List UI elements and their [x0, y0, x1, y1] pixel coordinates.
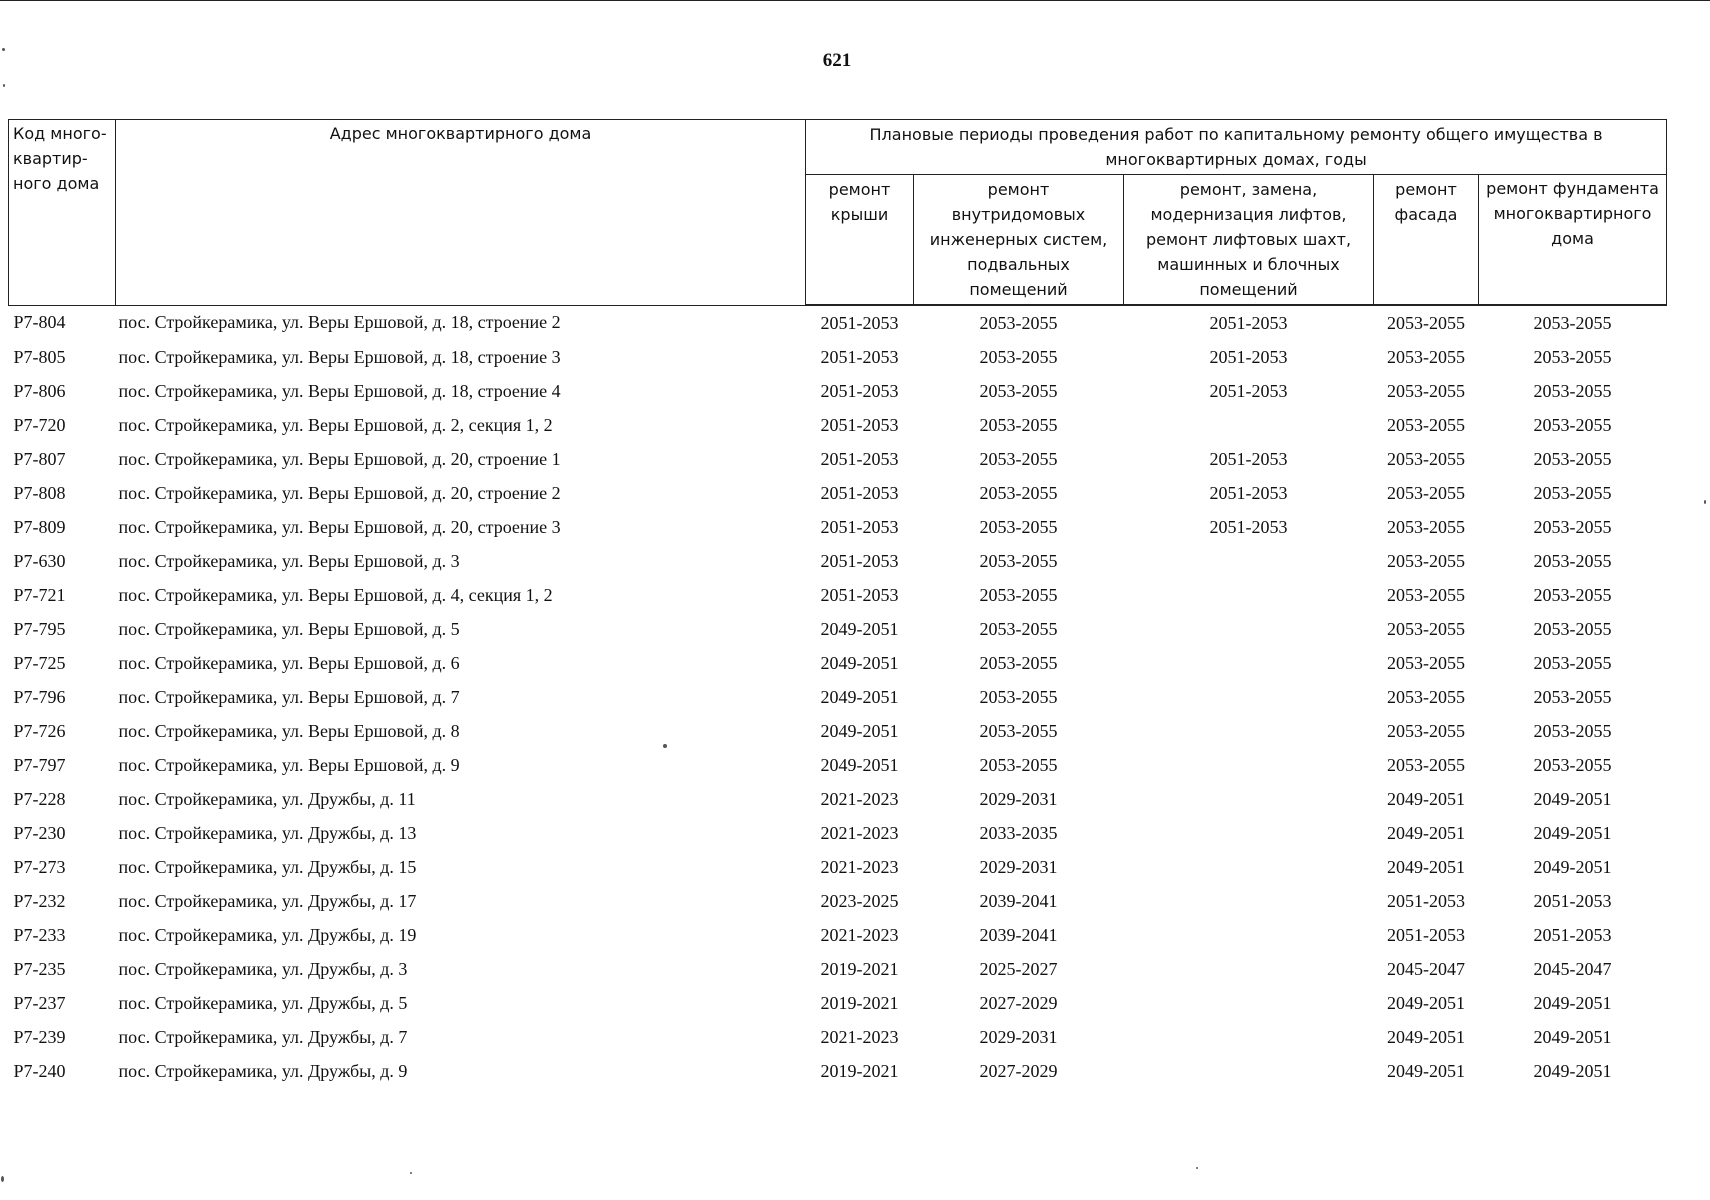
cell-foundation: 2051-2053	[1533, 890, 1612, 911]
cell-address: пос. Стройкерамика, ул. Дружбы, д. 11	[118, 788, 416, 809]
cell-roof: 2049-2051	[820, 652, 899, 673]
cell-facade: 2053-2055	[1387, 380, 1465, 401]
cell-address: пос. Стройкерамика, ул. Веры Ершовой, д. 2, секция 1, 2	[118, 414, 553, 435]
cell-code: Р7-808	[13, 482, 66, 503]
cell-address: пос. Стройкерамика, ул. Дружбы, д. 13	[118, 822, 417, 843]
cell-lifts: 2051-2053	[1209, 482, 1288, 503]
cell-roof: 2021-2023	[820, 822, 899, 843]
cell-address: пос. Стройкерамика, ул. Дружбы, д. 17	[118, 890, 417, 911]
cell-lifts	[1124, 816, 1374, 850]
table-row	[9, 646, 1667, 680]
cell-facade: 2053-2055	[1387, 584, 1465, 605]
cell-lifts	[1124, 714, 1374, 748]
cell-foundation: 2053-2055	[1533, 686, 1612, 707]
cell-code: Р7-725	[13, 652, 66, 673]
table-row	[9, 612, 1667, 646]
cell-roof: 2051-2053	[820, 346, 899, 367]
cell-foundation: 2053-2055	[1533, 414, 1612, 435]
table-row	[9, 510, 1667, 544]
header-systems: ремонт внутридомовых инженерных систем, подвальных помещений	[914, 175, 1124, 306]
header-row-1	[9, 120, 1667, 175]
cell-roof: 2051-2053	[820, 516, 899, 537]
cell-foundation: 2053-2055	[1533, 516, 1612, 537]
cell-address: пос. Стройкерамика, ул. Дружбы, д. 7	[118, 1026, 408, 1047]
cell-foundation: 2049-2051	[1533, 822, 1612, 843]
cell-roof: 2049-2051	[820, 720, 899, 741]
header-roof: ремонт крыши	[806, 175, 914, 306]
table-row	[9, 1054, 1667, 1088]
cell-code: Р7-797	[13, 754, 66, 775]
cell-foundation: 2049-2051	[1533, 992, 1612, 1013]
table-row	[9, 544, 1667, 578]
cell-roof: 2019-2021	[820, 1060, 899, 1081]
cell-address: пос. Стройкерамика, ул. Веры Ершовой, д. 6	[118, 652, 460, 673]
cell-facade: 2049-2051	[1387, 822, 1465, 843]
cell-code: Р7-726	[13, 720, 66, 741]
cell-roof: 2019-2021	[820, 958, 899, 979]
scan-speck	[2, 48, 5, 51]
cell-address: пос. Стройкерамика, ул. Веры Ершовой, д. 3	[118, 550, 460, 571]
table-row	[9, 850, 1667, 884]
cell-code: Р7-233	[13, 924, 66, 945]
cell-systems: 2053-2055	[979, 618, 1058, 639]
cell-lifts	[1124, 680, 1374, 714]
table-row	[9, 442, 1667, 476]
cell-address: пос. Стройкерамика, ул. Веры Ершовой, д. 18, строение 2	[118, 312, 561, 333]
cell-facade: 2053-2055	[1387, 448, 1465, 469]
scan-speck	[3, 84, 5, 87]
cell-facade: 2049-2051	[1387, 1060, 1465, 1081]
cell-systems: 2029-2031	[979, 856, 1058, 877]
cell-roof: 2051-2053	[820, 380, 899, 401]
table-row	[9, 680, 1667, 714]
cell-facade: 2049-2051	[1387, 856, 1465, 877]
cell-foundation: 2053-2055	[1533, 754, 1612, 775]
cell-code: Р7-796	[13, 686, 66, 707]
cell-address: пос. Стройкерамика, ул. Веры Ершовой, д. 20, строение 3	[118, 516, 561, 537]
table-row	[9, 884, 1667, 918]
cell-address: пос. Стройкерамика, ул. Дружбы, д. 5	[118, 992, 408, 1013]
cell-facade: 2049-2051	[1387, 1026, 1465, 1047]
cell-lifts	[1124, 850, 1374, 884]
table-row	[9, 748, 1667, 782]
header-facade: ремонт фасада	[1374, 175, 1479, 306]
cell-facade: 2051-2053	[1387, 924, 1465, 945]
cell-lifts: 2051-2053	[1209, 312, 1288, 333]
scan-speck	[1704, 500, 1706, 504]
cell-code: Р7-232	[13, 890, 66, 911]
cell-address: пос. Стройкерамика, ул. Веры Ершовой, д. 4, секция 1, 2	[118, 584, 553, 605]
cell-systems: 2029-2031	[979, 788, 1058, 809]
cell-roof: 2049-2051	[820, 754, 899, 775]
cell-lifts	[1124, 612, 1374, 646]
cell-roof: 2021-2023	[820, 924, 899, 945]
cell-roof: 2051-2053	[820, 482, 899, 503]
table-row	[9, 816, 1667, 850]
scan-speck	[410, 1172, 412, 1174]
cell-facade: 2049-2051	[1387, 788, 1465, 809]
cell-foundation: 2053-2055	[1533, 448, 1612, 469]
cell-systems: 2053-2055	[979, 686, 1058, 707]
cell-lifts	[1124, 1054, 1374, 1088]
cell-systems: 2053-2055	[979, 720, 1058, 741]
cell-address: пос. Стройкерамика, ул. Дружбы, д. 3	[118, 958, 408, 979]
table-body	[9, 305, 1667, 1088]
cell-code: Р7-806	[13, 380, 66, 401]
cell-lifts	[1124, 544, 1374, 578]
cell-lifts: 2051-2053	[1209, 448, 1288, 469]
cell-foundation: 2051-2053	[1533, 924, 1612, 945]
cell-systems: 2053-2055	[979, 516, 1058, 537]
cell-facade: 2051-2053	[1387, 890, 1465, 911]
cell-lifts	[1124, 578, 1374, 612]
cell-systems: 2053-2055	[979, 584, 1058, 605]
cell-address: пос. Стройкерамика, ул. Веры Ершовой, д. 20, строение 2	[118, 482, 561, 503]
table-row	[9, 340, 1667, 374]
cell-foundation: 2049-2051	[1533, 1060, 1612, 1081]
cell-systems: 2053-2055	[979, 550, 1058, 571]
cell-foundation: 2053-2055	[1533, 550, 1612, 571]
cell-code: Р7-805	[13, 346, 66, 367]
cell-roof: 2023-2025	[820, 890, 899, 911]
cell-systems: 2029-2031	[979, 1026, 1058, 1047]
table-row	[9, 952, 1667, 986]
header-address: Адрес многоквартирного дома	[116, 120, 806, 306]
cell-systems: 2053-2055	[979, 482, 1058, 503]
cell-systems: 2027-2029	[979, 1060, 1058, 1081]
cell-systems: 2039-2041	[979, 890, 1058, 911]
cell-systems: 2039-2041	[979, 924, 1058, 945]
cell-foundation: 2053-2055	[1533, 584, 1612, 605]
page-number: 621	[822, 50, 852, 71]
cell-code: Р7-630	[13, 550, 66, 571]
cell-roof: 2051-2053	[820, 312, 899, 333]
cell-systems: 2053-2055	[979, 754, 1058, 775]
cell-facade: 2053-2055	[1387, 312, 1465, 333]
scan-speck	[1, 1176, 4, 1182]
cell-code: Р7-239	[13, 1026, 66, 1047]
cell-facade: 2053-2055	[1387, 754, 1465, 775]
cell-facade: 2053-2055	[1387, 414, 1465, 435]
cell-systems: 2025-2027	[979, 958, 1058, 979]
cell-code: Р7-720	[13, 414, 66, 435]
header-lifts: ремонт, замена, модернизация лифтов, ремонт лифтовых шахт, машинных и блочных помещений	[1124, 175, 1374, 306]
cell-code: Р7-228	[13, 788, 66, 809]
cell-lifts: 2051-2053	[1209, 346, 1288, 367]
cell-code: Р7-230	[13, 822, 66, 843]
cell-code: Р7-809	[13, 516, 66, 537]
cell-code: Р7-807	[13, 448, 66, 469]
cell-code: Р7-795	[13, 618, 66, 639]
cell-facade: 2045-2047	[1387, 958, 1465, 979]
cell-address: пос. Стройкерамика, ул. Веры Ершовой, д. 8	[118, 720, 460, 741]
cell-foundation: 2049-2051	[1533, 856, 1612, 877]
table-row	[9, 986, 1667, 1020]
table-row	[9, 1020, 1667, 1054]
cell-facade: 2053-2055	[1387, 618, 1465, 639]
cell-roof: 2049-2051	[820, 618, 899, 639]
cell-roof: 2051-2053	[820, 550, 899, 571]
cell-code: Р7-235	[13, 958, 66, 979]
cell-lifts	[1124, 1020, 1374, 1054]
table-row	[9, 714, 1667, 748]
cell-systems: 2027-2029	[979, 992, 1058, 1013]
page-top-border	[0, 0, 1710, 1]
cell-roof: 2019-2021	[820, 992, 899, 1013]
cell-address: пос. Стройкерамика, ул. Веры Ершовой, д. 7	[118, 686, 460, 707]
cell-roof: 2021-2023	[820, 1026, 899, 1047]
cell-roof: 2051-2053	[820, 448, 899, 469]
cell-facade: 2053-2055	[1387, 516, 1465, 537]
table-row	[9, 408, 1667, 442]
cell-roof: 2049-2051	[820, 686, 899, 707]
header-periods-group: Плановые периоды проведения работ по капитальному ремонту общего имущества в многоквартирных домах, годы	[806, 120, 1667, 175]
cell-code: Р7-237	[13, 992, 66, 1013]
cell-code: Р7-240	[13, 1060, 66, 1081]
table-row	[9, 782, 1667, 816]
cell-systems: 2053-2055	[979, 312, 1058, 333]
cell-code: Р7-721	[13, 584, 66, 605]
cell-lifts	[1124, 952, 1374, 986]
cell-roof: 2021-2023	[820, 856, 899, 877]
cell-address: пос. Стройкерамика, ул. Веры Ершовой, д. 18, строение 4	[118, 380, 561, 401]
cell-facade: 2053-2055	[1387, 720, 1465, 741]
cell-foundation: 2053-2055	[1533, 720, 1612, 741]
cell-roof: 2021-2023	[820, 788, 899, 809]
cell-lifts	[1124, 408, 1374, 442]
cell-roof: 2051-2053	[820, 584, 899, 605]
header-code: Код много-квартир-ного дома	[9, 120, 116, 306]
table-row	[9, 476, 1667, 510]
cell-systems: 2033-2035	[979, 822, 1058, 843]
cell-systems: 2053-2055	[979, 414, 1058, 435]
cell-systems: 2053-2055	[979, 448, 1058, 469]
cell-address: пос. Стройкерамика, ул. Дружбы, д. 19	[118, 924, 417, 945]
repair-schedule-table	[8, 119, 1667, 1088]
table-row	[9, 305, 1667, 340]
cell-foundation: 2049-2051	[1533, 1026, 1612, 1047]
header-foundation: ремонт фундамента многоквартирного дома	[1479, 175, 1667, 306]
cell-foundation: 2053-2055	[1533, 652, 1612, 673]
table-row	[9, 918, 1667, 952]
cell-lifts	[1124, 646, 1374, 680]
cell-address: пос. Стройкерамика, ул. Веры Ершовой, д. 9	[118, 754, 460, 775]
table-row	[9, 578, 1667, 612]
cell-facade: 2053-2055	[1387, 482, 1465, 503]
cell-roof: 2051-2053	[820, 414, 899, 435]
cell-facade: 2053-2055	[1387, 346, 1465, 367]
cell-lifts	[1124, 782, 1374, 816]
cell-code: Р7-273	[13, 856, 66, 877]
table-row	[9, 374, 1667, 408]
cell-foundation: 2049-2051	[1533, 788, 1612, 809]
cell-facade: 2053-2055	[1387, 550, 1465, 571]
cell-facade: 2049-2051	[1387, 992, 1465, 1013]
scan-speck	[663, 744, 667, 748]
cell-address: пос. Стройкерамика, ул. Веры Ершовой, д. 20, строение 1	[118, 448, 561, 469]
cell-lifts	[1124, 986, 1374, 1020]
cell-address: пос. Стройкерамика, ул. Веры Ершовой, д. 5	[118, 618, 460, 639]
cell-foundation: 2053-2055	[1533, 380, 1612, 401]
cell-lifts	[1124, 884, 1374, 918]
cell-facade: 2053-2055	[1387, 686, 1465, 707]
cell-lifts: 2051-2053	[1209, 516, 1288, 537]
cell-foundation: 2053-2055	[1533, 312, 1612, 333]
cell-lifts	[1124, 748, 1374, 782]
scan-speck	[1196, 1167, 1198, 1169]
cell-foundation: 2053-2055	[1533, 618, 1612, 639]
cell-foundation: 2053-2055	[1533, 482, 1612, 503]
cell-foundation: 2053-2055	[1533, 346, 1612, 367]
cell-lifts: 2051-2053	[1209, 380, 1288, 401]
cell-code: Р7-804	[13, 312, 66, 333]
cell-foundation: 2045-2047	[1533, 958, 1612, 979]
cell-systems: 2053-2055	[979, 380, 1058, 401]
cell-systems: 2053-2055	[979, 346, 1058, 367]
cell-facade: 2053-2055	[1387, 652, 1465, 673]
cell-systems: 2053-2055	[979, 652, 1058, 673]
cell-address: пос. Стройкерамика, ул. Дружбы, д. 15	[118, 856, 417, 877]
cell-address: пос. Стройкерамика, ул. Веры Ершовой, д. 18, строение 3	[118, 346, 561, 367]
cell-lifts	[1124, 918, 1374, 952]
cell-address: пос. Стройкерамика, ул. Дружбы, д. 9	[118, 1060, 408, 1081]
